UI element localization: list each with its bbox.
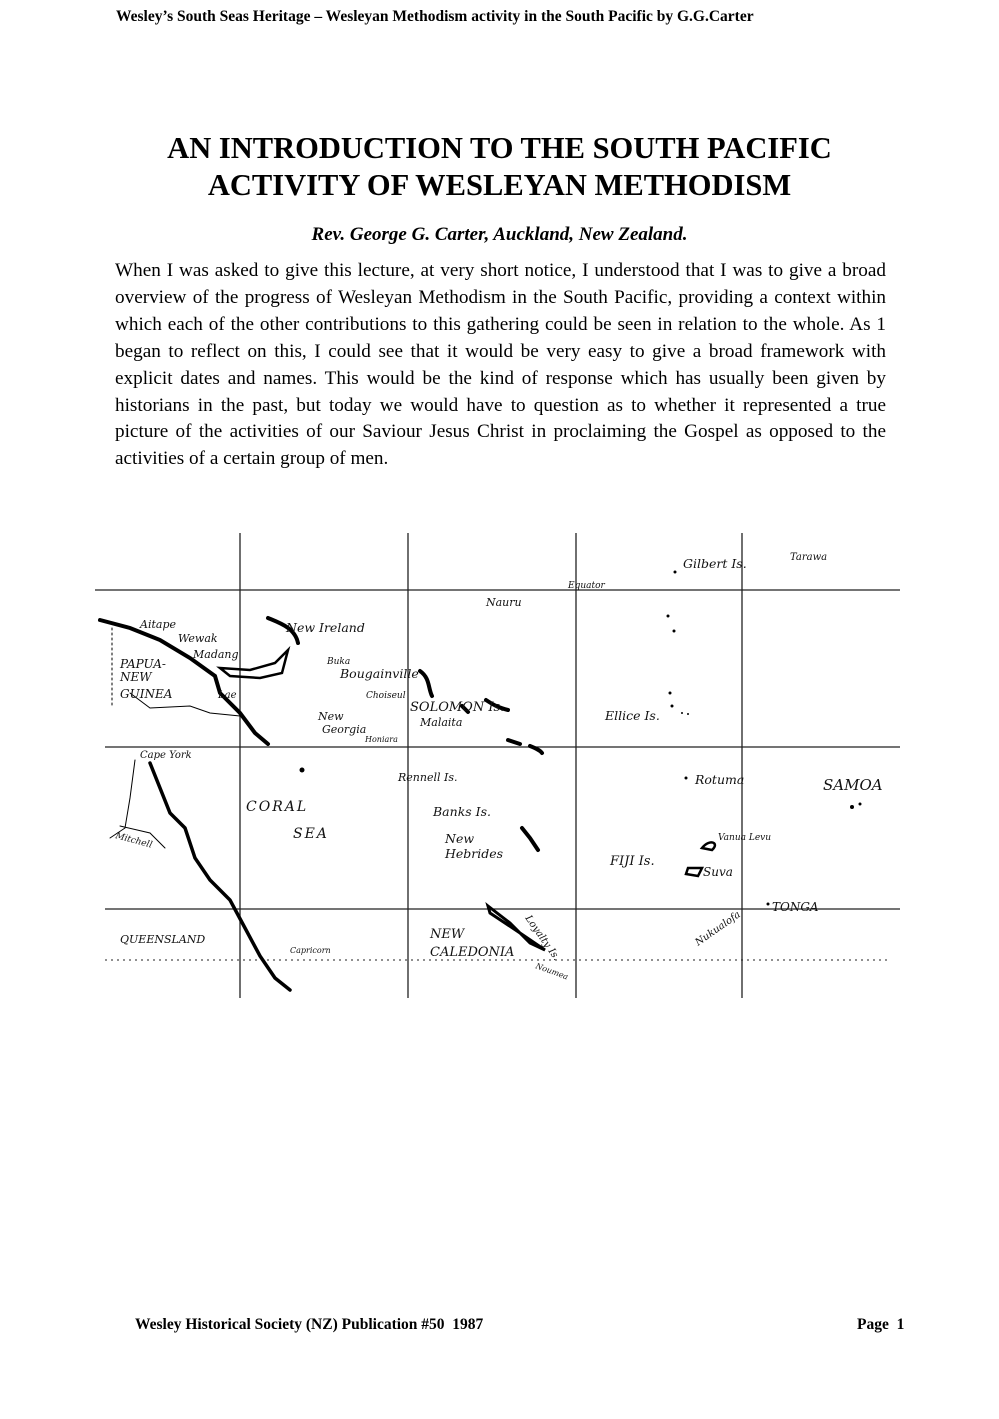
map-label-nauru: Nauru [486,596,522,609]
map-label-loyalty: Loyalty Is. [522,913,562,963]
map-label-papua: PAPUA- [120,657,166,671]
map-label-choiseul: Choiseul [366,691,406,701]
body-paragraph: When I was asked to give this lecture, at very short notice, I understood that I was to give a broad overview of the progress of Wesleyan Methodism in the South Pacific, providing a context within which each of the other contributions to this gathering could be seen in relation to the whole. As 1 began to reflect on this, I could see that it would be very easy to give a broad framework with explicit dates and names. This would be the kind of response which has usually been given by historians in the past, but today we would have to question as to whether it represented a true picture of the activities of our Saviour Jesus Christ in proclaiming the Gospel as opposed to the activities of a certain group of men. [115,260,886,470]
map-label-coral: CORAL [246,799,309,815]
map-label-suva: Suva [703,865,733,879]
map-label-banks: Banks Is. [433,804,491,819]
footer-page-number: Page 1 [857,1316,905,1333]
map-label-queensland: QUEENSLAND [120,933,206,946]
map-label-ellice: Ellice Is. [605,708,660,723]
map-label-new-ireland: New Ireland [286,620,365,635]
map-label-new-hebrides-2: Hebrides [445,846,504,861]
map-label-mitchell: Mitchell [114,831,154,851]
map-label-samoa: SAMOA [823,776,883,794]
map-label-new-hebrides-1: New [445,831,475,846]
map-label-equator: Equator [568,581,605,591]
map-label-bougainville: Bougainville [340,666,419,681]
map-label-tarawa: Tarawa [790,552,828,563]
map-label-new-georgia-1: New [318,710,344,723]
map-label-fiji: FIJI Is. [610,854,655,869]
map-label-cape-york: Cape York [140,750,192,761]
title-line-2: ACTIVITY OF WESLEYAN METHODISM [207,168,792,202]
map-label-guinea: GUINEA [120,687,173,701]
map-label-lae: Lae [218,690,237,701]
map-label-sea: SEA [293,826,329,842]
map-label-madang: Madang [193,648,239,661]
map-label-solomon: SOLOMON Is. [410,700,505,715]
map-label-tonga: TONGA [772,900,819,914]
title-line-1: AN INTRODUCTION TO THE SOUTH PACIFIC [167,131,832,165]
map-label-wewak: Wewak [178,632,218,645]
map-label-new-caledonia-2: CALEDONIA [430,945,515,960]
map-label-malaita: Malaita [420,716,463,729]
map-label-new: NEW [120,670,152,684]
map-label-rennell: Rennell Is. [398,771,458,784]
map-label-noumea: Noumea [534,961,570,982]
map-label-capricorn: Capricorn [290,946,331,955]
map-label-honiara: Honiara [365,735,398,744]
map-label-aitape: Aitape [140,618,176,631]
page-title [0,130,999,204]
map-label-vanua-levu: Vanua Levu [718,833,772,843]
map-label-new-caledonia-1: NEW [430,927,465,942]
map-label-nukualofa: Nukualofa [693,909,743,949]
author-line: Rev. George G. Carter, Auckland, New Zealand. [311,224,688,245]
footer-publication: Wesley Historical Society (NZ) Publication #50 1987 [135,1316,484,1333]
running-header: Wesley’s South Seas Heritage – Wesleyan Methodism activity in the South Pacific by G.G.Carter [116,8,754,25]
map-label-gilbert: Gilbert Is. [683,556,747,571]
map-label-rotuma: Rotuma [695,772,745,787]
map-label-buka: Buka [327,657,351,667]
map-label-new-georgia-2: Georgia [322,723,367,736]
south-pacific-map [90,528,910,1003]
